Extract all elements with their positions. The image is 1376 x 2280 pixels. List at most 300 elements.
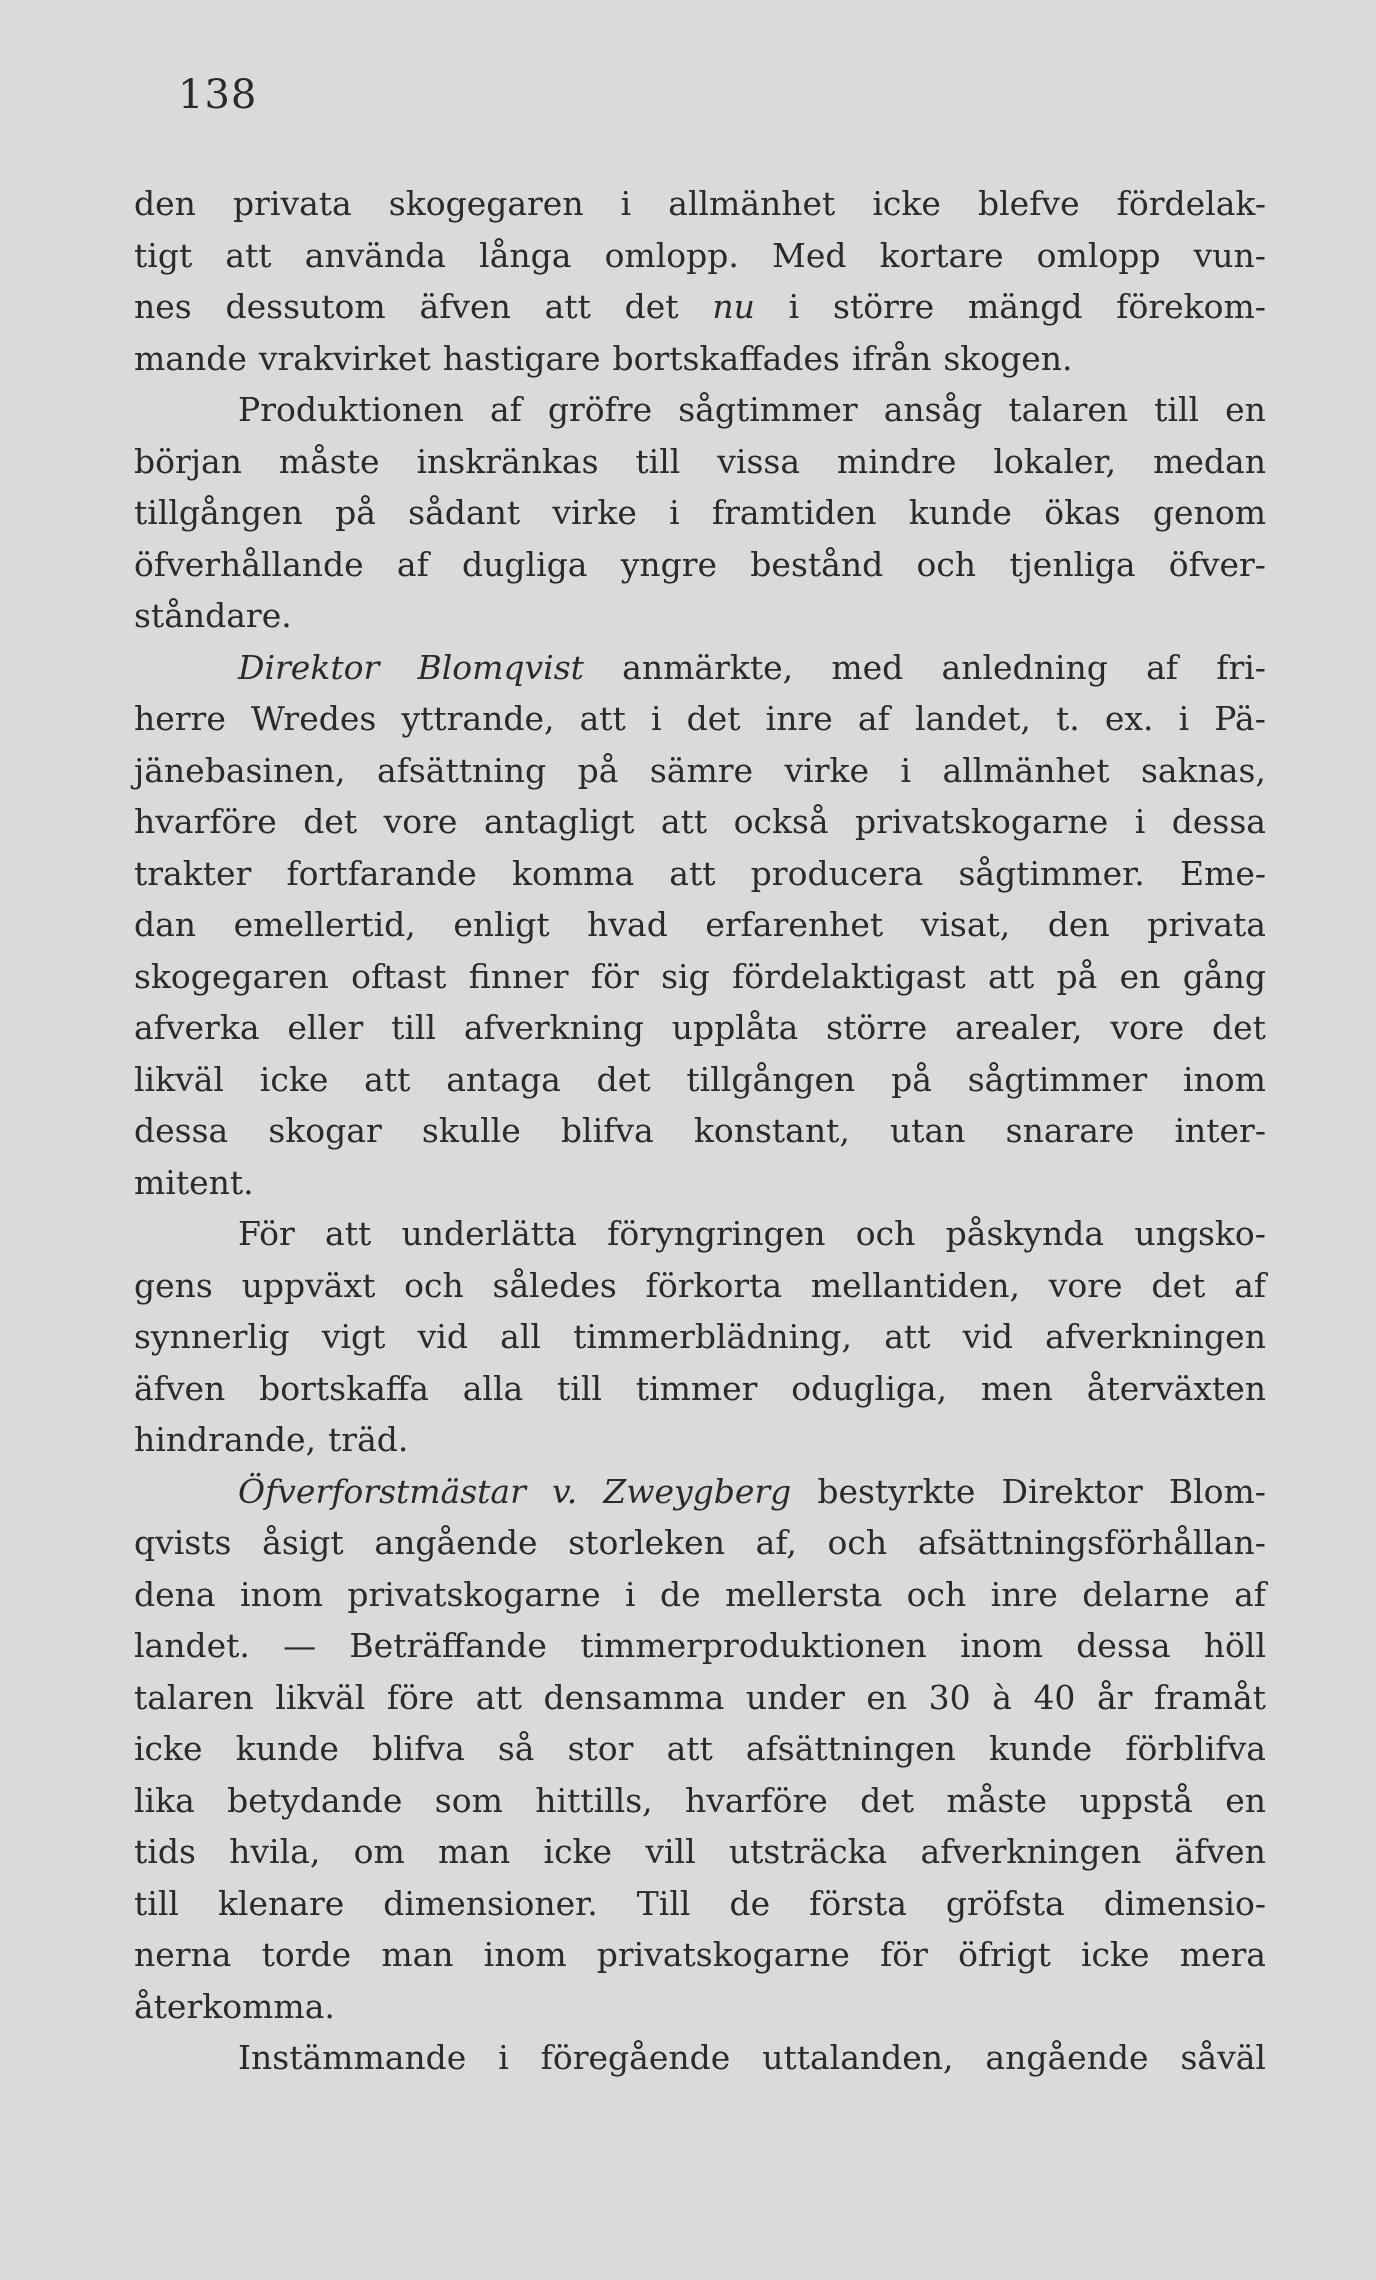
text-line	[134, 333, 1266, 385]
word: i	[625, 1574, 636, 1614]
word: uttalanden,	[762, 2038, 954, 2077]
word: gröfsta	[945, 1883, 1065, 1923]
word: Pä-	[1214, 699, 1266, 738]
text-line	[134, 1208, 1266, 1260]
word: virke	[552, 493, 637, 532]
page-number: 138	[178, 72, 258, 118]
word: med	[831, 647, 904, 687]
word: Beträffande	[349, 1626, 547, 1665]
word: dessa	[134, 1111, 229, 1150]
word: inom	[483, 1935, 567, 1974]
text-line	[134, 1620, 1266, 1672]
word: ungsko-	[1134, 1214, 1266, 1253]
word: före	[386, 1677, 455, 1717]
word: alla	[462, 1368, 524, 1408]
text-line	[134, 1105, 1266, 1157]
word: första	[809, 1883, 907, 1923]
word: delarne	[1082, 1574, 1210, 1614]
word: i	[1134, 802, 1146, 841]
text-line	[134, 1723, 1266, 1775]
word: träd.	[328, 1420, 409, 1459]
word: mande	[134, 338, 247, 378]
word: sämre	[649, 750, 754, 790]
word: saknas,	[1140, 750, 1266, 790]
text-line	[134, 384, 1266, 436]
word: vore	[383, 802, 458, 841]
word: hvarföre	[134, 802, 277, 841]
word: att	[579, 699, 626, 738]
word: det	[860, 1780, 915, 1820]
word: öfver-	[1168, 544, 1266, 584]
text-line	[134, 1929, 1266, 1981]
word: måste	[946, 1780, 1048, 1820]
word: långa	[479, 235, 572, 275]
word: utsträcka	[728, 1832, 888, 1871]
word: af,	[755, 1523, 797, 1562]
word: det	[624, 287, 679, 326]
word: använda	[304, 235, 446, 275]
word: trakter	[134, 853, 252, 893]
word: skulle	[421, 1111, 521, 1150]
italic-word: Direktor	[238, 647, 380, 687]
word: föryngringen	[607, 1214, 826, 1253]
word: uppväxt	[241, 1265, 376, 1305]
word: det	[303, 802, 358, 841]
word: vissa	[717, 441, 801, 481]
word: —	[283, 1626, 317, 1665]
word: fri-	[1216, 647, 1266, 687]
word: producera	[750, 853, 924, 893]
word: att	[884, 1317, 931, 1356]
word: Till	[636, 1883, 691, 1923]
word: åsigt	[262, 1523, 344, 1562]
word: timmerproduktionen	[580, 1626, 927, 1665]
text-line	[134, 1414, 1266, 1466]
word: återkomma.	[134, 1986, 335, 2026]
word: angående	[374, 1523, 538, 1562]
word: af	[1146, 647, 1178, 687]
word: yttrande,	[401, 699, 555, 738]
word: för	[880, 1935, 928, 1974]
word: dimensio-	[1103, 1883, 1266, 1923]
word: visat,	[920, 905, 1011, 944]
word: Instämmande	[238, 2038, 467, 2077]
word: upplåta	[671, 1008, 799, 1047]
word: att	[364, 1059, 411, 1099]
word: att	[660, 802, 708, 841]
word: talaren	[134, 1677, 254, 1717]
word: sig	[661, 956, 710, 996]
word: vill	[645, 1832, 696, 1871]
word: för	[590, 956, 639, 996]
italic-word: Öfverforstmästar	[238, 1471, 526, 1511]
word: större	[833, 287, 935, 326]
word: konstant,	[693, 1111, 850, 1150]
word: att	[325, 1214, 372, 1253]
text-line	[134, 2032, 1266, 2084]
text-line	[134, 796, 1266, 848]
word: till	[134, 1883, 179, 1923]
word: antaga	[446, 1059, 561, 1099]
word: och	[906, 1574, 967, 1614]
word: tjenliga	[1009, 544, 1136, 584]
word: anledning	[941, 647, 1108, 687]
word: till	[557, 1368, 602, 1408]
word: odugliga,	[791, 1368, 948, 1408]
word: på	[891, 1059, 932, 1099]
word: inom	[240, 1574, 323, 1614]
text-line	[134, 1672, 1266, 1724]
word: föregående	[540, 2038, 731, 2077]
word: utan	[890, 1111, 966, 1150]
word: likväl	[134, 1059, 224, 1099]
word: 30	[928, 1677, 971, 1717]
text-line	[134, 899, 1266, 951]
word: påskynda	[945, 1214, 1105, 1253]
word: icke	[134, 1729, 203, 1768]
word: så	[497, 1729, 535, 1768]
word: af	[396, 544, 429, 584]
word: eller	[287, 1008, 364, 1047]
word: likväl	[275, 1677, 366, 1717]
text-line	[134, 1466, 1266, 1518]
word: skogar	[268, 1111, 382, 1150]
word: storleken	[568, 1523, 725, 1562]
word: dimensioner.	[383, 1883, 598, 1923]
word: allmänhet	[668, 184, 836, 223]
italic-word: Zweygberg	[603, 1471, 792, 1511]
word: afverka	[134, 1008, 260, 1047]
word: hvarföre	[685, 1780, 828, 1820]
word: Wredes	[251, 699, 377, 738]
italic-word: nu	[712, 287, 755, 326]
word: i	[669, 493, 680, 532]
word: måste	[278, 441, 380, 481]
word: inter-	[1174, 1111, 1266, 1150]
word: kortare	[879, 235, 1004, 275]
word: också	[733, 802, 829, 841]
word: timmer	[635, 1368, 758, 1408]
word: privata	[1147, 905, 1266, 944]
word: bestyrkte	[817, 1471, 976, 1511]
text-line	[134, 642, 1266, 694]
text-line	[134, 745, 1266, 797]
word: anmärkte,	[622, 647, 794, 687]
word: början	[134, 441, 242, 481]
word: till	[635, 441, 681, 481]
word: virke	[784, 750, 870, 790]
word: den	[134, 184, 196, 223]
text-line	[134, 848, 1266, 900]
text-line	[134, 1775, 1266, 1827]
word: ifrån	[851, 338, 932, 378]
text-line	[134, 1311, 1266, 1363]
word: skogen.	[943, 338, 1073, 378]
word: en	[1225, 390, 1266, 429]
word: torde	[261, 1935, 352, 1974]
word: dan	[134, 905, 197, 944]
word: landet.	[134, 1626, 250, 1665]
word: privatskogarne	[855, 802, 1109, 841]
word: blifva	[560, 1111, 654, 1150]
word: genom	[1152, 493, 1266, 532]
word: à	[992, 1677, 1012, 1717]
word: af	[1234, 1574, 1266, 1614]
word: angående	[985, 2038, 1149, 2077]
word: densamma	[543, 1677, 725, 1717]
word: afsättningsförhållan-	[917, 1523, 1266, 1562]
word: inskränkas	[416, 441, 599, 481]
text-line	[134, 1517, 1266, 1569]
word: blefve	[978, 184, 1080, 223]
word: som	[434, 1780, 503, 1820]
word: hvila,	[229, 1832, 321, 1871]
word: Med	[772, 235, 847, 275]
word: t.	[1055, 699, 1080, 738]
word: i	[650, 699, 662, 738]
word: vigt	[321, 1317, 386, 1356]
word: underlätta	[401, 1214, 577, 1253]
word: bestånd	[750, 544, 884, 584]
word: på	[1056, 956, 1098, 996]
word: icke	[259, 1059, 329, 1099]
word: Produktionen	[238, 390, 464, 429]
word: i	[900, 750, 912, 790]
word: vid	[417, 1317, 468, 1356]
word: att	[666, 1729, 713, 1768]
text-line	[134, 693, 1266, 745]
word: timmerblädning,	[573, 1317, 853, 1356]
word: framåt	[1153, 1677, 1266, 1717]
text-line	[134, 1363, 1266, 1415]
word: i	[620, 184, 632, 223]
word: herre	[134, 699, 226, 738]
word: inre	[990, 1574, 1058, 1614]
word: inom	[960, 1626, 1044, 1665]
body-text	[134, 178, 1266, 2084]
word: att	[987, 956, 1035, 996]
word: synnerlig	[134, 1317, 290, 1356]
word: stor	[567, 1729, 634, 1768]
word: qvists	[134, 1523, 232, 1562]
word: vrakvirket	[258, 338, 431, 378]
word: komma	[512, 853, 635, 893]
word: af	[1234, 1265, 1266, 1305]
word: 40	[1033, 1677, 1076, 1717]
word: att	[225, 235, 272, 275]
word: tillgången	[686, 1059, 856, 1099]
word: skogegaren	[134, 956, 329, 996]
word: öfverhållande	[134, 544, 364, 584]
text-line	[134, 1260, 1266, 1312]
word: landet,	[914, 699, 1031, 738]
word: i	[1178, 699, 1190, 738]
word: tigt	[134, 235, 193, 275]
text-line	[134, 1878, 1266, 1930]
word: hittills,	[535, 1780, 653, 1820]
word: kunde	[235, 1729, 339, 1768]
word: afsättning	[376, 750, 547, 790]
word: på	[577, 750, 619, 790]
word: dugliga	[462, 544, 588, 584]
word: fortfarande	[286, 853, 477, 893]
italic-word: Blomqvist	[417, 647, 584, 687]
word: om	[353, 1832, 405, 1871]
word: jänebasinen,	[134, 750, 346, 790]
word: tids	[134, 1832, 196, 1871]
word: men	[980, 1368, 1053, 1408]
word: afverkningen	[920, 1832, 1142, 1871]
text-line	[134, 1157, 1266, 1209]
word: mitent.	[134, 1162, 254, 1202]
word: skogegaren	[388, 184, 584, 223]
text-line	[134, 951, 1266, 1003]
word: sågtimmer	[967, 1059, 1148, 1099]
word: vore	[1110, 1008, 1185, 1047]
word: de	[660, 1574, 701, 1614]
word: man	[381, 1935, 454, 1974]
italic-word: v.	[551, 1471, 578, 1511]
word: dena	[134, 1574, 216, 1614]
word: arealer,	[955, 1008, 1083, 1047]
word: år	[1096, 1677, 1133, 1717]
word: att	[544, 287, 591, 326]
text-line	[134, 281, 1266, 333]
word: privata	[232, 184, 352, 223]
word: tillgången	[134, 493, 303, 532]
word: och	[827, 1523, 888, 1562]
word: mellersta	[725, 1574, 883, 1614]
word: ökas	[1044, 493, 1121, 532]
word: enligt	[453, 905, 550, 944]
word: man	[438, 1832, 511, 1871]
word: mera	[1179, 1935, 1266, 1974]
word: i	[788, 287, 800, 326]
word: nerna	[134, 1935, 232, 1974]
word: i	[498, 2038, 509, 2077]
word: öfrigt	[958, 1935, 1051, 1974]
text-line	[134, 590, 1266, 642]
text-line	[134, 1054, 1266, 1106]
word: lika	[134, 1780, 195, 1820]
word: afsättningen	[745, 1729, 956, 1768]
word: dessutom	[225, 287, 386, 326]
word: ex.	[1104, 699, 1154, 738]
word: en	[866, 1677, 908, 1717]
word: icke	[1081, 1935, 1150, 1974]
word: och	[855, 1214, 916, 1253]
word: till	[1154, 390, 1200, 429]
text-line	[134, 178, 1266, 230]
word: inom	[1182, 1059, 1266, 1099]
text-line	[134, 1826, 1266, 1878]
text-line	[134, 487, 1266, 539]
word: betydande	[227, 1780, 403, 1820]
word: För	[238, 1214, 295, 1253]
word: klenare	[217, 1883, 345, 1923]
word: hastigare	[442, 338, 601, 378]
word: det	[1211, 1008, 1266, 1047]
word: finner	[468, 956, 569, 996]
word: bortskaffades	[612, 338, 840, 378]
text-line	[134, 1002, 1266, 1054]
word: medan	[1153, 441, 1266, 481]
word: icke	[543, 1832, 613, 1871]
word: ansåg	[883, 390, 983, 429]
word: vun-	[1193, 235, 1266, 275]
word: och	[404, 1265, 464, 1305]
word: omlopp	[1036, 235, 1161, 275]
word: yngre	[620, 544, 718, 584]
word: inre	[765, 699, 833, 738]
word: sågtimmer	[678, 390, 858, 429]
word: Direktor	[1001, 1471, 1143, 1511]
word: således	[492, 1265, 617, 1305]
word: emellertid,	[233, 905, 416, 944]
word: kunde	[908, 493, 1012, 532]
word: en	[1119, 956, 1161, 996]
word: sågtimmer.	[958, 853, 1145, 893]
word: äfven	[134, 1368, 226, 1408]
word: fördelak-	[1116, 184, 1266, 223]
word: ståndare.	[134, 596, 292, 635]
word: de	[729, 1883, 771, 1923]
word: blifva	[371, 1729, 465, 1768]
word: och	[916, 544, 977, 584]
word: icke	[872, 184, 941, 223]
word: erfarenhet	[705, 905, 884, 944]
word: snarare	[1005, 1111, 1135, 1150]
word: mindre	[836, 441, 957, 481]
word: en	[1225, 1780, 1266, 1820]
text-line	[134, 1981, 1266, 2033]
word: det	[1151, 1265, 1206, 1305]
word: äfven	[419, 287, 511, 326]
text-line	[134, 1569, 1266, 1621]
word: på	[335, 493, 376, 532]
word: att	[669, 853, 716, 893]
word: vid	[962, 1317, 1013, 1356]
word: under	[745, 1677, 845, 1717]
word: mellantiden,	[810, 1265, 1020, 1305]
text-line	[134, 539, 1266, 591]
word: den	[1047, 905, 1110, 944]
word: af	[489, 390, 522, 429]
word: dessa	[1076, 1626, 1171, 1665]
text-line	[134, 436, 1266, 488]
word: privatskogarne	[347, 1574, 601, 1614]
word: vore	[1048, 1265, 1123, 1305]
word: till	[391, 1008, 437, 1047]
word: mängd	[967, 287, 1083, 326]
word: äfven	[1174, 1832, 1266, 1871]
word: af	[857, 699, 890, 738]
word: Blom-	[1168, 1471, 1266, 1511]
word: såväl	[1180, 2038, 1266, 2077]
word: uppstå	[1079, 1780, 1193, 1820]
word: fördelaktigast	[732, 956, 966, 996]
word: sådant	[408, 493, 521, 532]
word: lokaler,	[993, 441, 1117, 481]
word: nes	[134, 287, 192, 326]
word: all	[500, 1317, 541, 1356]
word: oftast	[351, 956, 447, 996]
word: privatskogarne	[596, 1935, 850, 1974]
word: allmänhet	[942, 750, 1110, 790]
word: hvad	[587, 905, 668, 944]
word: det	[686, 699, 741, 738]
word: bortskaffa	[259, 1368, 429, 1408]
